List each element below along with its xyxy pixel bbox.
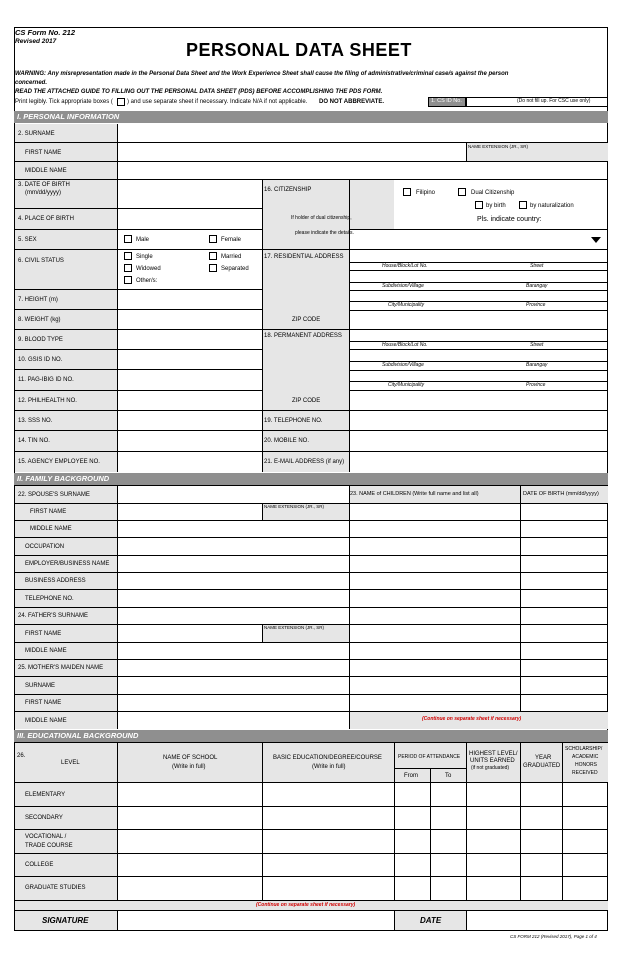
dual-note-1: If holder of dual citizenship, xyxy=(291,215,352,221)
print-instruction: Print legibly. Tick appropriate boxes ( xyxy=(15,99,113,105)
cs-id-note: (Do not fill up. For CSC use only) xyxy=(517,98,591,104)
highest-level-header: HIGHEST LEVEL/ xyxy=(469,751,518,757)
telephone-label: 19. TELEPHONE NO. xyxy=(264,418,323,424)
school-header: NAME OF SCHOOL xyxy=(163,755,218,761)
res-subdivision-label: Subdivision/Village xyxy=(382,283,424,289)
gsis-label: 10. GSIS ID NO. xyxy=(18,357,63,363)
country-dropdown[interactable] xyxy=(394,230,608,249)
education-level-column xyxy=(15,782,118,900)
date-label: DATE xyxy=(420,916,442,925)
first-name-field[interactable] xyxy=(118,143,466,161)
pob-field[interactable] xyxy=(118,209,262,229)
sss-label: 13. SSS NO. xyxy=(18,418,53,424)
citizenship-label-column xyxy=(262,180,349,472)
filipino-label: Filipino xyxy=(416,190,436,196)
weight-label: 8. WEIGHT (kg) xyxy=(18,317,61,323)
by-naturalization-label: by naturalization xyxy=(530,203,574,209)
page-title: PERSONAL DATA SHEET xyxy=(186,40,412,60)
pagibig-label: 11. PAG-IBIG ID NO. xyxy=(18,377,74,383)
indicate-country-label: Pls. indicate country: xyxy=(477,216,542,223)
by-birth-checkbox[interactable] xyxy=(475,201,483,209)
spouse-middle-name-label: MIDDLE NAME xyxy=(30,526,72,532)
res-province-label: Province xyxy=(526,302,546,308)
children-header: 23. NAME of CHILDREN (Write full name and list all) xyxy=(350,491,479,497)
permanent-address-label: 18. PERMANENT ADDRESS xyxy=(264,333,342,339)
email-field[interactable] xyxy=(350,452,608,472)
philhealth-field[interactable] xyxy=(118,391,262,410)
employer-label: EMPLOYER/BUSINESS NAME xyxy=(25,561,110,567)
dual-citizenship-label: Dual Citizenship xyxy=(471,190,515,196)
perm-subdivision-label: Subdivision/Village xyxy=(382,362,424,368)
mother-surname-label: SURNAME xyxy=(25,683,56,689)
father-name-ext-label: NAME EXTENSION (JR., SR) xyxy=(264,625,325,630)
res-zip-label: ZIP CODE xyxy=(292,317,321,323)
mobile-label: 20. MOBILE NO. xyxy=(264,438,310,444)
middle-name-label: MIDDLE NAME xyxy=(25,168,67,174)
citizenship-gap xyxy=(349,180,394,229)
dob-format: (mm/dd/yyyy) xyxy=(25,190,61,196)
weight-field[interactable] xyxy=(118,310,262,329)
agency-no-field[interactable] xyxy=(118,452,262,472)
blood-type-field[interactable] xyxy=(118,330,262,349)
perm-zip-field[interactable] xyxy=(350,391,608,410)
business-address-label: BUSINESS ADDRESS xyxy=(25,578,86,584)
spouse-telephone-label: TELEPHONE NO. xyxy=(25,596,74,602)
father-middle-name-label: MIDDLE NAME xyxy=(25,648,67,654)
graduate-studies-label: GRADUATE STUDIES xyxy=(25,885,86,891)
section-personal-header: I. PERSONAL INFORMATION xyxy=(14,111,608,123)
scholarship-header: SCHOLARSHIP/ xyxy=(565,746,603,752)
signature-label: SIGNATURE xyxy=(42,916,89,925)
female-checkbox[interactable] xyxy=(209,235,217,243)
level-header: LEVEL xyxy=(61,760,80,766)
academic-header: ACADEMIC xyxy=(572,754,599,760)
from-header: From xyxy=(404,773,418,779)
received-header: RECEIVED xyxy=(572,770,598,776)
separated-checkbox[interactable] xyxy=(209,264,217,272)
spouse-surname-label: 22. SPOUSE'S SURNAME xyxy=(18,492,90,498)
single-label: Single xyxy=(136,254,153,260)
sex-label: 5. SEX xyxy=(18,237,37,243)
guide-instruction: READ THE ATTACHED GUIDE TO FILLING OUT THE PERSONAL DATA SHEET (PDS) BEFORE ACCOMPLISHING THE PDS FORM. xyxy=(15,89,383,95)
blood-type-label: 9. BLOOD TYPE xyxy=(18,337,63,343)
form-number: CS Form No. 212 xyxy=(15,28,76,37)
first-name-label: FIRST NAME xyxy=(25,150,62,156)
agency-no-label: 15. AGENCY EMPLOYEE NO. xyxy=(18,459,100,465)
perm-house-label: House/Block/Lot No. xyxy=(382,342,428,348)
civil-status-label: 6. CIVIL STATUS xyxy=(18,258,64,264)
married-label: Married xyxy=(221,254,242,260)
perm-city-label: City/Municipality xyxy=(388,382,425,388)
married-checkbox[interactable] xyxy=(209,252,217,260)
to-header: To xyxy=(445,773,452,779)
height-label: 7. HEIGHT (m) xyxy=(18,297,58,303)
date-field[interactable] xyxy=(467,911,608,930)
not-graduated-note: (if not graduated) xyxy=(471,765,510,771)
section-education-header: III. EDUCATIONAL BACKGROUND xyxy=(14,730,608,742)
graduated-header: GRADUATED xyxy=(523,763,561,769)
perm-street-label: Street xyxy=(530,342,544,348)
res-zip-field[interactable] xyxy=(350,311,608,329)
signature-field[interactable] xyxy=(118,911,394,930)
revised-label: Revised 2017 xyxy=(15,38,57,45)
elementary-label: ELEMENTARY xyxy=(25,792,66,798)
others-label: Other/s: xyxy=(136,278,158,284)
course-header: BASIC EDUCATION/DEGREE/COURSE xyxy=(273,755,382,761)
separated-label: Separated xyxy=(221,266,249,272)
mother-middle-name-label: MIDDLE NAME xyxy=(25,718,67,724)
mother-first-name-label: FIRST NAME xyxy=(25,700,62,706)
tin-label: 14. TIN NO. xyxy=(18,438,50,444)
res-barangay-label: Barangay xyxy=(526,283,548,289)
vocational-label: VOCATIONAL / xyxy=(25,834,67,840)
dual-citizenship-checkbox[interactable] xyxy=(458,188,466,196)
sss-field[interactable] xyxy=(118,411,262,430)
trade-course-label: TRADE COURSE xyxy=(25,843,73,849)
children-dob-header: DATE OF BIRTH (mm/dd/yyyy) xyxy=(523,491,599,497)
telephone-field[interactable] xyxy=(350,411,608,430)
perm-province-label: Province xyxy=(526,382,546,388)
philhealth-label: 12. PHILHEALTH NO. xyxy=(18,398,77,404)
surname-field[interactable] xyxy=(118,124,608,142)
citizenship-label: 16. CITIZENSHIP xyxy=(264,187,312,193)
secondary-label: SECONDARY xyxy=(25,815,63,821)
units-earned-header: UNITS EARNED xyxy=(470,758,515,764)
perm-zip-label: ZIP CODE xyxy=(292,398,321,404)
spouse-name-ext-label: NAME EXTENSION (JR., SR) xyxy=(264,504,325,509)
cs-id-label: 1. CS ID No. xyxy=(431,98,462,104)
perm-barangay-label: Barangay xyxy=(526,362,548,368)
education-continue-note: (Continue on separate sheet if necessary) xyxy=(256,902,356,908)
gsis-field[interactable] xyxy=(118,350,262,369)
male-label: Male xyxy=(136,237,150,243)
college-label: COLLEGE xyxy=(25,862,54,868)
mother-maiden-name-label: 25. MOTHER'S MAIDEN NAME xyxy=(18,665,104,671)
male-checkbox[interactable] xyxy=(124,235,132,243)
dob-label: 3. DATE OF BIRTH xyxy=(18,182,70,188)
residential-address-label: 17. RESIDENTIAL ADDRESS xyxy=(264,254,344,260)
filipino-checkbox[interactable] xyxy=(403,188,411,196)
course-header-note: (Write in full) xyxy=(312,764,346,770)
do-not-abbreviate: DO NOT ABBREVIATE. xyxy=(319,99,385,105)
res-street-label: Street xyxy=(530,263,544,269)
period-header: PERIOD OF ATTENDANCE xyxy=(398,754,461,760)
pob-label: 4. PLACE OF BIRTH xyxy=(18,216,74,222)
by-birth-label: by birth xyxy=(486,203,506,209)
family-continue-note: (Continue on separate sheet if necessary) xyxy=(422,716,522,722)
email-label: 21. E-MAIL ADDRESS (if any) xyxy=(264,459,345,465)
res-house-label: House/Block/Lot No. xyxy=(382,263,428,269)
page-footer: CS FORM 212 (Revised 2017), Page 1 of 4 xyxy=(510,934,597,939)
occupation-label: OCCUPATION xyxy=(25,544,65,550)
honors-header: HONORS xyxy=(575,762,597,768)
warning-text: WARNING: Any misrepresentation made in the Personal Data Sheet and the Work Experience Sheet shall cause the filing of administrative/criminal case/s against the person xyxy=(15,71,509,77)
father-first-name-label: FIRST NAME xyxy=(25,631,62,637)
female-label: Female xyxy=(221,237,242,243)
widowed-label: Widowed xyxy=(136,266,161,272)
father-surname-label: 24. FATHER'S SURNAME xyxy=(18,613,89,619)
warning-text-cont: concerned. xyxy=(15,80,48,86)
widowed-checkbox[interactable] xyxy=(124,264,132,272)
name-ext-label: NAME EXTENSION (JR., SR) xyxy=(468,144,529,149)
school-header-note: (Write in full) xyxy=(172,764,206,770)
section-family-header: II. FAMILY BACKGROUND xyxy=(14,473,608,485)
mobile-field[interactable] xyxy=(350,431,608,451)
print-instruction-cont: ) and use separate sheet if necessary. Indicate N/A if not applicable. xyxy=(127,99,308,105)
chevron-down-icon[interactable] xyxy=(591,237,601,243)
dual-note-2: please indicate the details. xyxy=(295,230,354,236)
surname-label: 2. SURNAME xyxy=(18,131,55,137)
res-city-label: City/Municipality xyxy=(388,302,425,308)
spouse-first-name-label: FIRST NAME xyxy=(30,509,67,515)
pagibig-field[interactable] xyxy=(118,370,262,390)
education-item-number: 26. xyxy=(17,753,26,759)
dob-field[interactable] xyxy=(118,180,262,208)
single-checkbox[interactable] xyxy=(124,252,132,260)
middle-name-field[interactable] xyxy=(118,162,608,179)
others-checkbox[interactable] xyxy=(124,276,132,284)
year-header: YEAR xyxy=(535,755,552,761)
tin-field[interactable] xyxy=(118,431,262,451)
height-field[interactable] xyxy=(118,290,262,309)
by-naturalization-checkbox[interactable] xyxy=(519,201,527,209)
